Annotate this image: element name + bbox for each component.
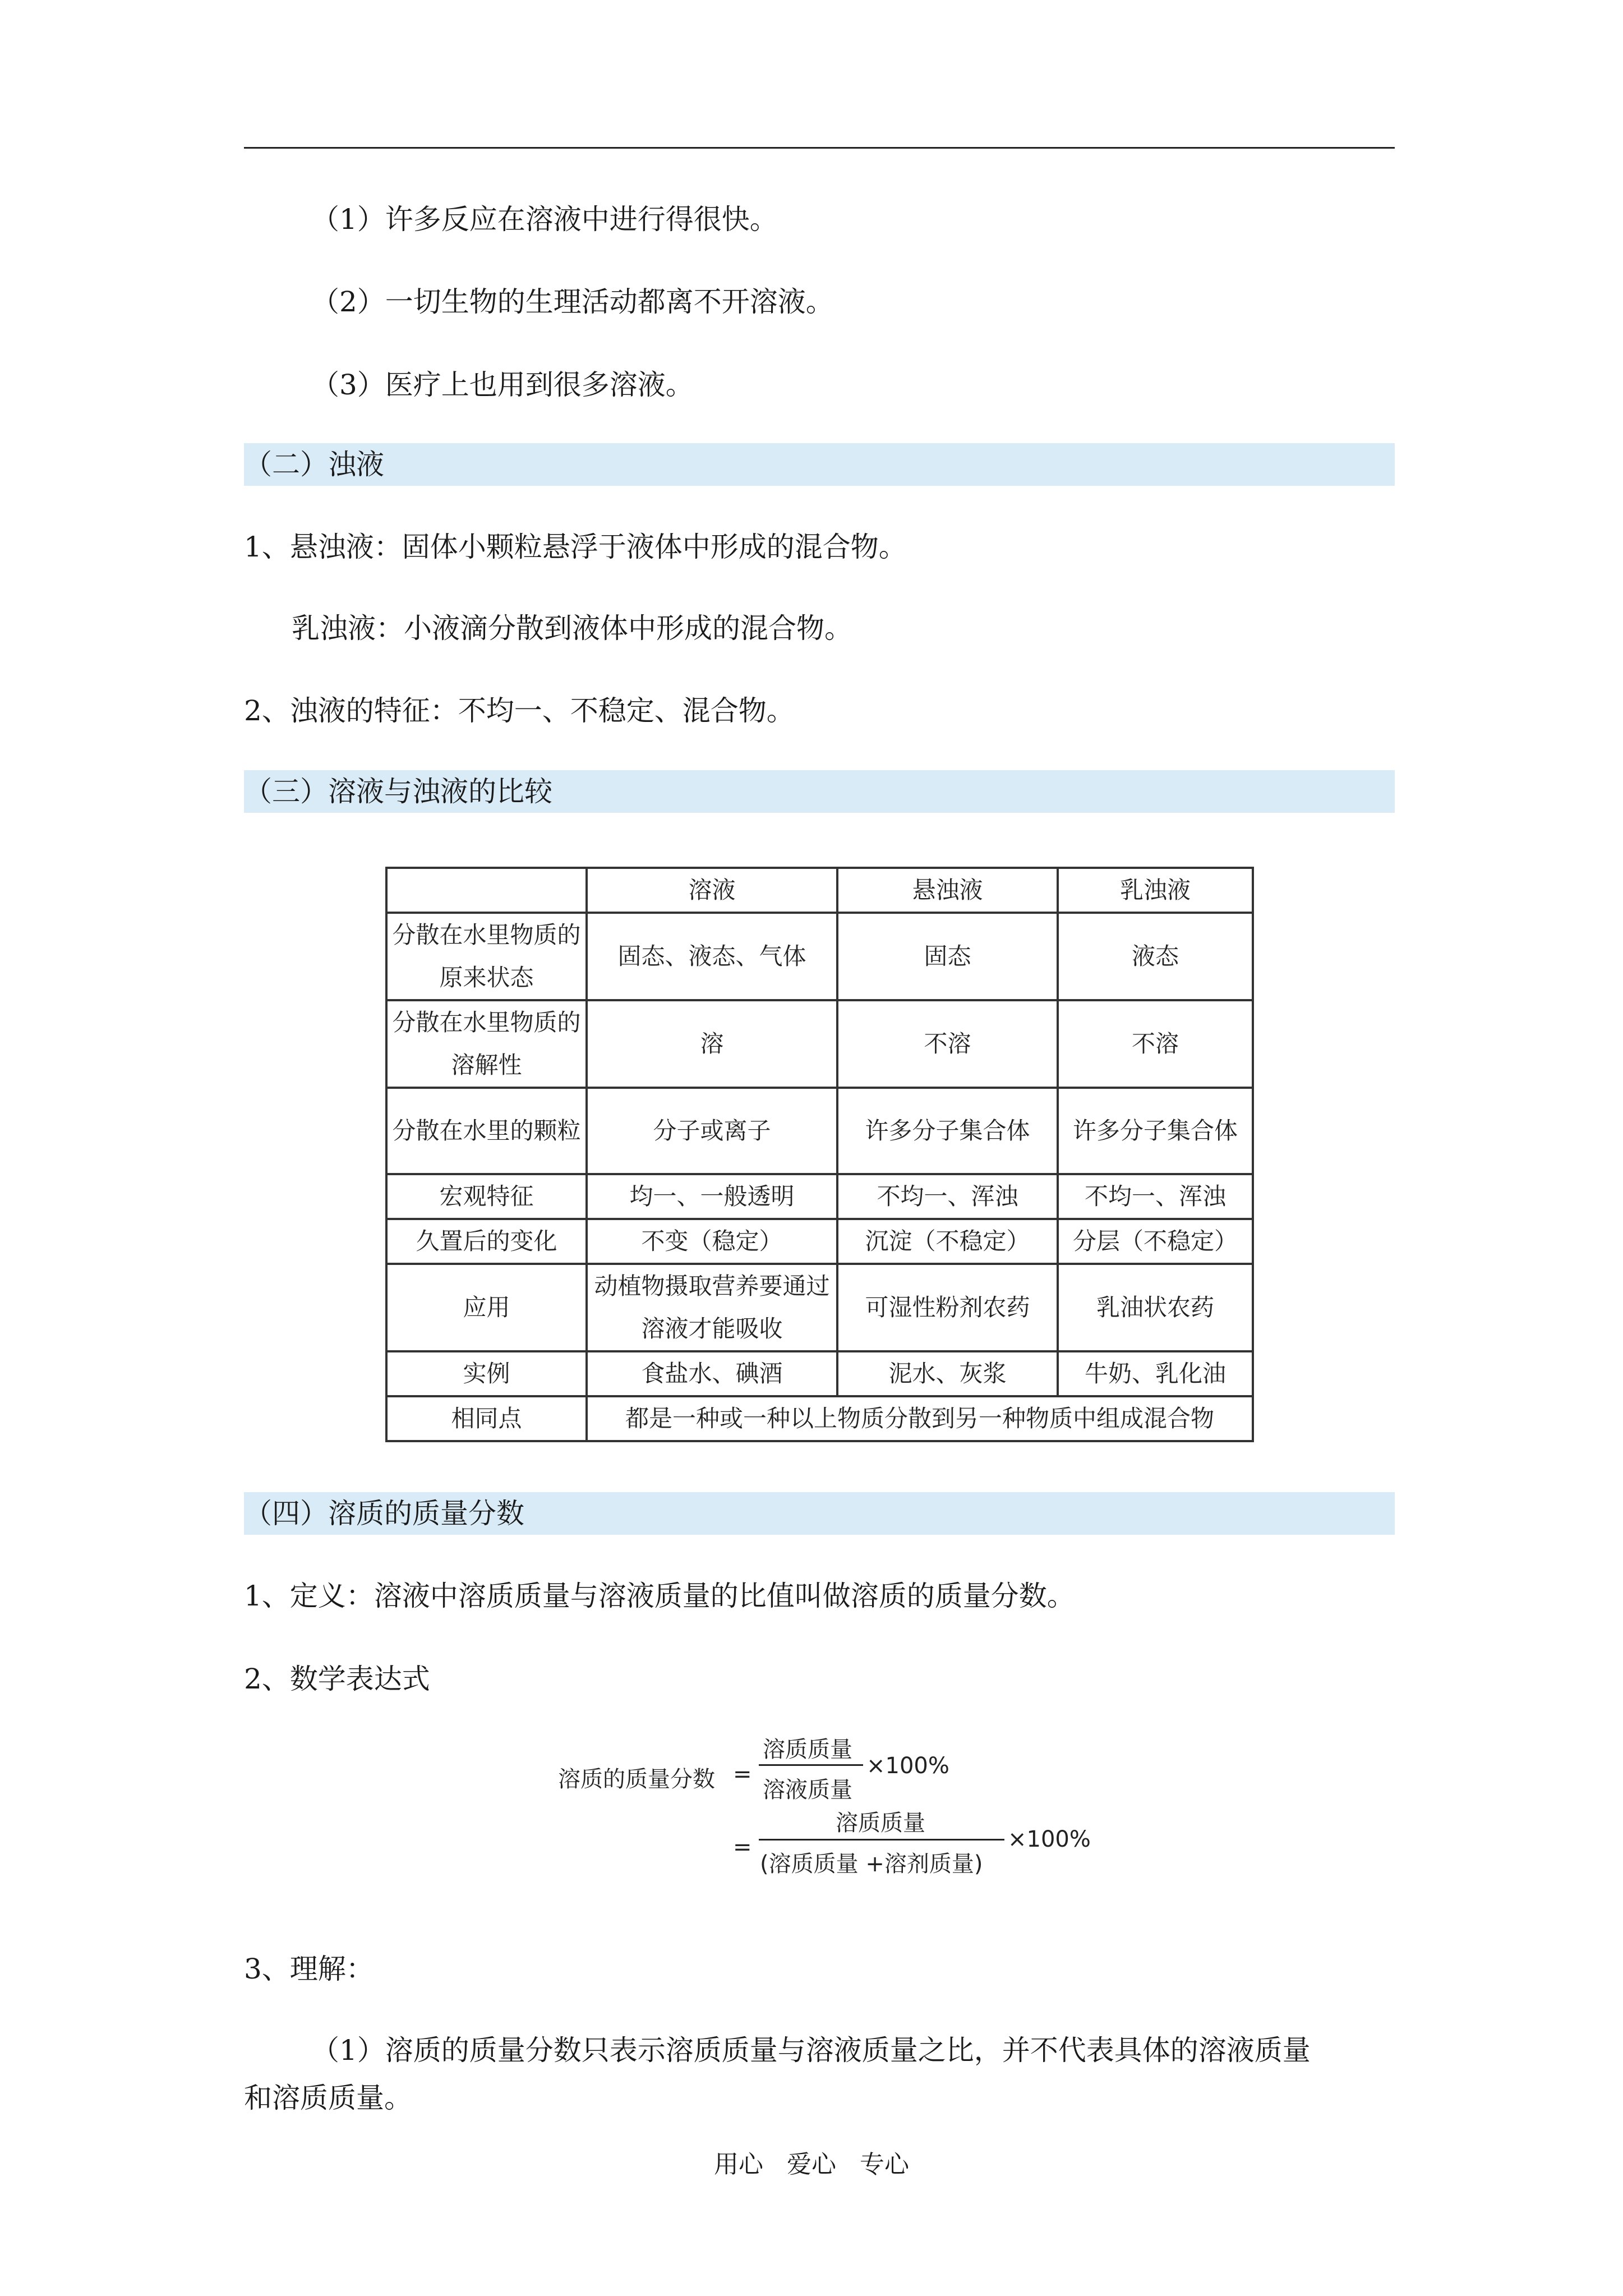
table-cell: 沉淀（不稳定） (837, 1219, 1058, 1264)
table-row-label: 宏观特征 (386, 1174, 587, 1219)
table-header-cell (386, 868, 587, 913)
table-row-label: 久置后的变化 (386, 1219, 587, 1264)
table-cell: 溶 (587, 1000, 837, 1088)
understanding-point-1-continued: 和溶质质量。 (244, 2082, 412, 2114)
table-row-label: 分散在水里的颗粒 (386, 1088, 587, 1174)
page-footer: 用心 爱心 专心 (714, 2150, 909, 2179)
formula-denominator: (溶质质量 +溶剂质量) (760, 1851, 983, 1877)
table-cell: 不溶 (1058, 1000, 1253, 1088)
table-row (386, 1264, 1253, 1351)
table-row (386, 913, 1253, 1000)
comparison-table (385, 867, 1254, 1442)
table-header-row (386, 868, 1253, 913)
table-cell: 液态 (1058, 913, 1253, 1000)
table-cell: 食盐水、碘酒 (587, 1351, 837, 1396)
section-heading-band (244, 770, 1395, 813)
mass-fraction-formula (552, 1731, 1102, 1916)
formula-multiplier: ×100% (866, 1753, 949, 1779)
table-row (386, 1219, 1253, 1264)
section-heading-band (244, 1492, 1395, 1535)
table-row (386, 1351, 1253, 1396)
table-cell: 牛奶、乳化油 (1058, 1351, 1253, 1396)
formula-numerator: 溶质质量 (763, 1737, 852, 1763)
table-cell: 许多分子集合体 (837, 1088, 1058, 1174)
table-cell: 固态、液态、气体 (587, 913, 837, 1000)
paragraph-reaction-speed: （1）许多反应在溶液中进行得很快。 (311, 203, 778, 236)
table-cell: 均一、一般透明 (587, 1174, 837, 1219)
table-row-label: 分散在水里物质的溶解性 (386, 1000, 587, 1088)
table-row (386, 1174, 1253, 1219)
definition-suspension: 1、悬浊液：固体小颗粒悬浮于液体中形成的混合物。 (244, 531, 907, 563)
table-header-cell: 悬浊液 (837, 868, 1058, 913)
formula-denominator: 溶液质量 (763, 1777, 852, 1803)
table-row (386, 1000, 1253, 1088)
table-cell: 可湿性粉剂农药 (837, 1264, 1058, 1351)
header-rule (244, 147, 1395, 149)
table-cell: 乳油状农药 (1058, 1264, 1253, 1351)
table-row-label: 实例 (386, 1351, 587, 1396)
definition-mass-fraction: 1、定义：溶液中溶质质量与溶液质量的比值叫做溶质的质量分数。 (244, 1580, 1075, 1612)
formula-equals: = (733, 1834, 752, 1860)
table-row-label: 应用 (386, 1264, 587, 1351)
table-cell: 许多分子集合体 (1058, 1088, 1253, 1174)
expression-label: 2、数学表达式 (244, 1663, 430, 1695)
understanding-label: 3、理解： (244, 1953, 374, 1985)
paragraph-medical: （3）医疗上也用到很多溶液。 (311, 369, 694, 401)
paragraph-biology: （2）一切生物的生理活动都离不开溶液。 (311, 286, 834, 318)
table-row (386, 1396, 1253, 1441)
table-header-cell: 乳浊液 (1058, 868, 1253, 913)
fraction-bar (759, 1839, 1004, 1841)
turbid-features: 2、浊液的特征：不均一、不稳定、混合物。 (244, 694, 795, 727)
table-cell: 泥水、灰浆 (837, 1351, 1058, 1396)
table-row-label: 相同点 (386, 1396, 587, 1441)
table-cell: 分层（不稳定） (1058, 1219, 1253, 1264)
table-header-cell: 溶液 (587, 868, 837, 913)
table-cell: 不均一、浑浊 (1058, 1174, 1253, 1219)
table-cell: 固态 (837, 913, 1058, 1000)
table-cell: 都是一种或一种以上物质分散到另一种物质中组成混合物 (587, 1396, 1253, 1441)
section-heading: （四）溶质的质量分数 (244, 1497, 524, 1530)
table-row-label: 分散在水里物质的原来状态 (386, 913, 587, 1000)
understanding-point-1: （1）溶质的质量分数只表示溶质质量与溶液质量之比，并不代表具体的溶液质量 (311, 2034, 1311, 2067)
formula-equals: = (733, 1761, 752, 1787)
formula-multiplier: ×100% (1008, 1826, 1091, 1852)
table-cell: 不均一、浑浊 (837, 1174, 1058, 1219)
table-cell: 动植物摄取营养要通过溶液才能吸收 (587, 1264, 837, 1351)
table-cell: 分子或离子 (587, 1088, 837, 1174)
section-heading-band (244, 443, 1395, 486)
table-row (386, 1088, 1253, 1174)
section-heading: （二）浊液 (244, 448, 384, 481)
table-cell: 不变（稳定） (587, 1219, 837, 1264)
fraction-bar (759, 1764, 863, 1766)
formula-lhs: 溶质的质量分数 (558, 1766, 715, 1792)
section-heading: （三）溶液与浊液的比较 (244, 775, 552, 808)
definition-emulsion: 乳浊液：小液滴分散到液体中形成的混合物。 (292, 612, 852, 645)
table-cell: 不溶 (837, 1000, 1058, 1088)
formula-numerator: 溶质质量 (836, 1810, 925, 1836)
